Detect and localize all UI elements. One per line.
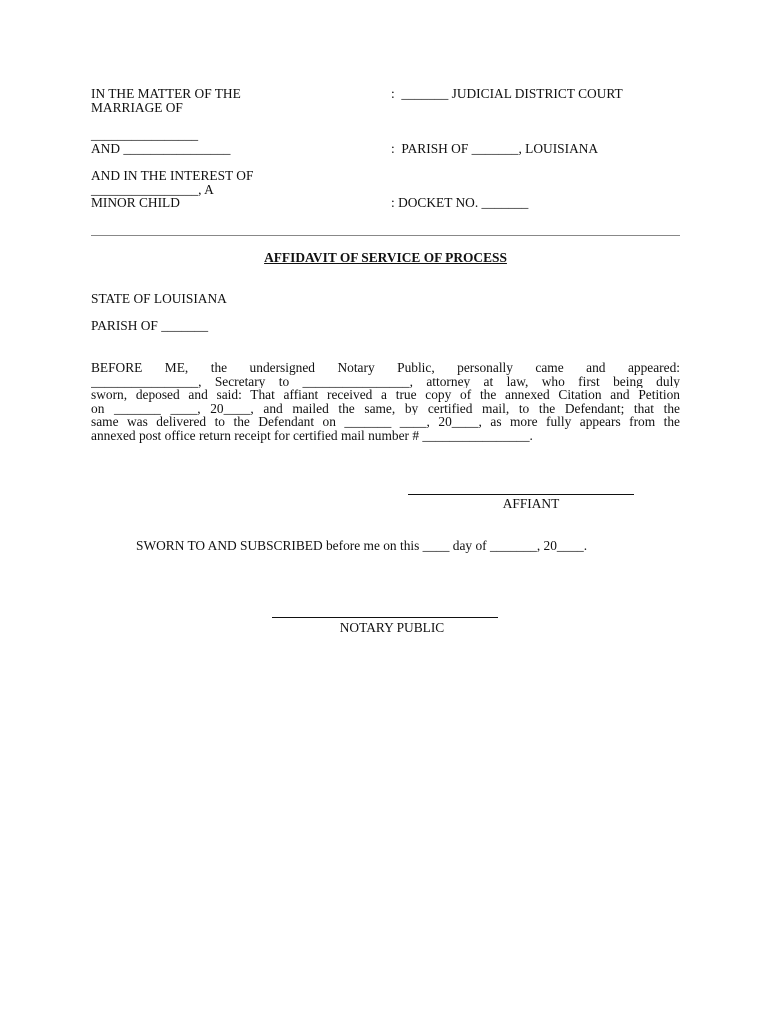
body-line: ________________, Secretary to ________________, attorney at law, who first being duly: [91, 374, 680, 389]
body-line: annexed post office return receipt for certified mail number # ________________.: [91, 428, 533, 443]
caption-and-party2: AND ________________: [91, 141, 231, 156]
affiant-label: AFFIANT: [502, 496, 560, 511]
body-line: sworn, deposed and said: That affiant received a true copy of the annexed Citation and Petition: [91, 388, 680, 402]
affidavit-body: [91, 361, 680, 443]
document-title: AFFIDAVIT OF SERVICE OF PROCESS: [264, 250, 507, 265]
caption-divider: [91, 235, 680, 236]
body-line: BEFORE ME, the undersigned Notary Public, personally came and appeared:: [91, 361, 680, 375]
caption-interest-line: AND IN THE INTEREST OF: [91, 168, 254, 183]
venue-parish: PARISH OF _______: [91, 318, 209, 333]
caption-docket: : DOCKET NO. _______: [391, 195, 529, 210]
body-line: on _______ ____, 20____, and mailed the same, by certified mail, to the Defendant; that the: [91, 401, 680, 416]
caption-parish: : PARISH OF _______, LOUISIANA: [391, 141, 599, 156]
notary-signature-line: [272, 617, 498, 618]
venue-state: STATE OF LOUISIANA: [91, 291, 227, 306]
affiant-signature-line: [408, 494, 634, 495]
body-line: same was delivered to the Defendant on _______ ____, 20____, as more fully appears from the: [91, 415, 680, 429]
caption-minor-child: MINOR CHILD: [91, 195, 180, 210]
notary-label: NOTARY PUBLIC: [339, 620, 445, 635]
caption-child-blank: ________________, A: [91, 182, 214, 197]
jurat-text: SWORN TO AND SUBSCRIBED before me on this ____ day of _______, 20____.: [136, 538, 588, 553]
caption-matter-line1: IN THE MATTER OF THE: [91, 86, 241, 101]
caption-matter-line2: MARRIAGE OF: [91, 100, 183, 115]
caption-court: : _______ JUDICIAL DISTRICT COURT: [391, 86, 623, 101]
caption-party1-blank: ________________: [91, 127, 199, 142]
